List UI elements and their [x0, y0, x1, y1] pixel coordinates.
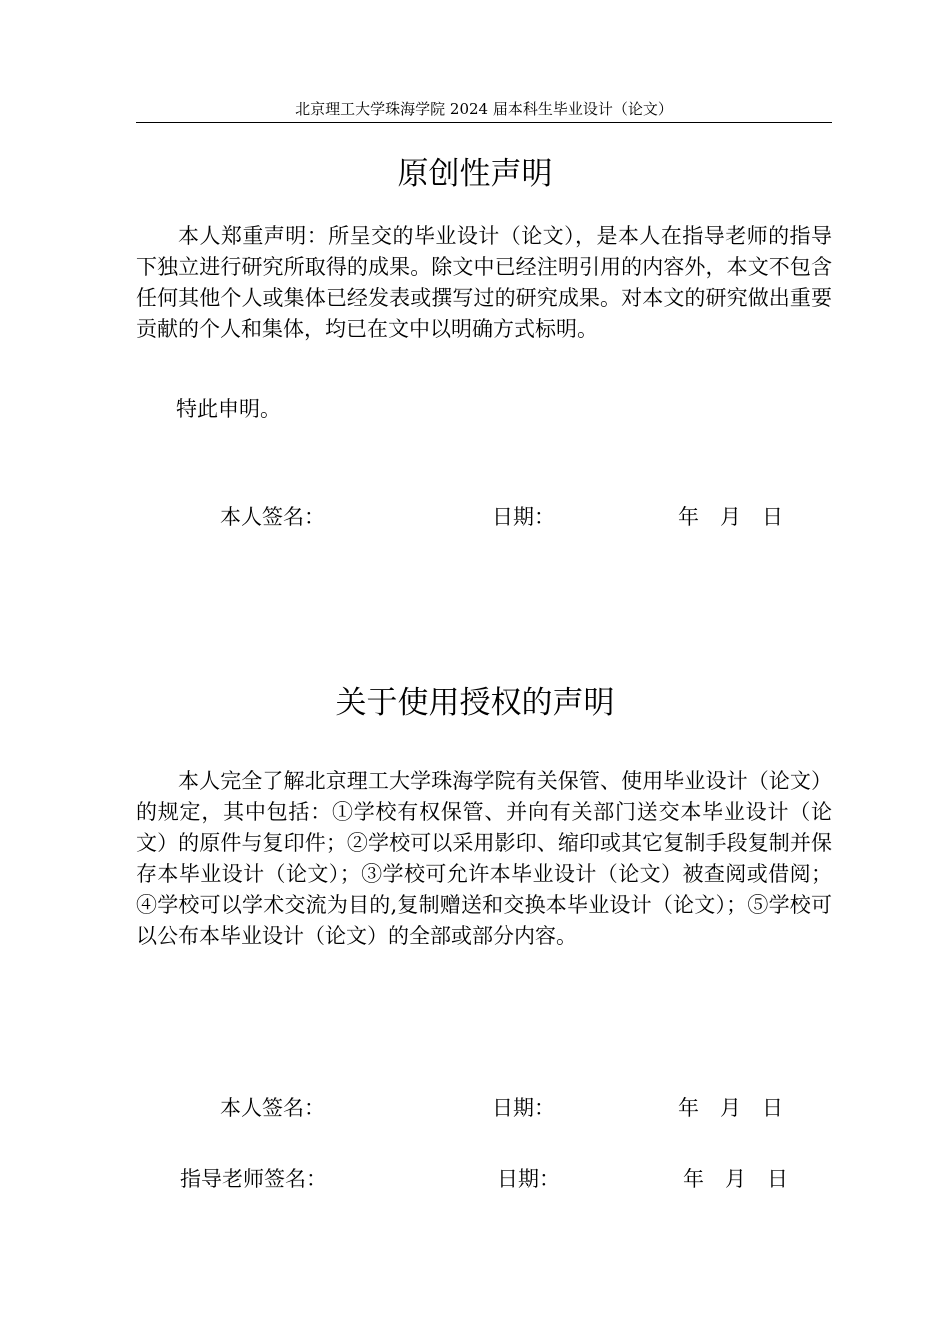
originality-signature-label: 本人签名： [220, 505, 325, 529]
authorization-date-fields: 年 月 日 [678, 1096, 783, 1120]
originality-paragraph: 本人郑重声明：所呈交的毕业设计（论文），是本人在指导老师的指导下独立进行研究所取得的成果。除文中已经注明引用的内容外，本文不包含任何其他个人或集体已经发表或撰写过的研究成果。对本文的研究做出重要贡献的个人和集体，均已在文中以明确方式标明。 [136, 224, 832, 341]
header-divider [136, 122, 832, 123]
authorization-date-label: 日期： [492, 1096, 555, 1120]
originality-title: 原创性声明 [397, 156, 553, 192]
advisor-date-label: 日期： [497, 1167, 560, 1191]
authorization-signature-label: 本人签名： [220, 1096, 325, 1120]
advisor-date-fields: 年 月 日 [683, 1167, 788, 1191]
page-header: 北京理工大学珠海学院 2024 届本科生毕业设计（论文） [295, 100, 673, 118]
authorization-title: 关于使用授权的声明 [335, 685, 615, 721]
originality-date-label: 日期： [492, 505, 555, 529]
advisor-signature-label: 指导老师签名： [180, 1167, 327, 1191]
originality-date-fields: 年 月 日 [678, 505, 783, 529]
originality-closing: 特此申明。 [176, 397, 281, 421]
authorization-paragraph: 本人完全了解北京理工大学珠海学院有关保管、使用毕业设计（论文）的规定，其中包括：①学校有权保管、并向有关部门送交本毕业设计（论文）的原件与复印件；②学校可以采用影印、缩印或其它复制手段复制并保存本毕业设计（论文）；③学校可允许本毕业设计（论文）被查阅或借阅；④学校可以学术交流为目的,复制赠送和交换本毕业设计（论文）；⑤学校可以公布本毕业设计（论文）的全部或部分内容。 [136, 769, 832, 948]
